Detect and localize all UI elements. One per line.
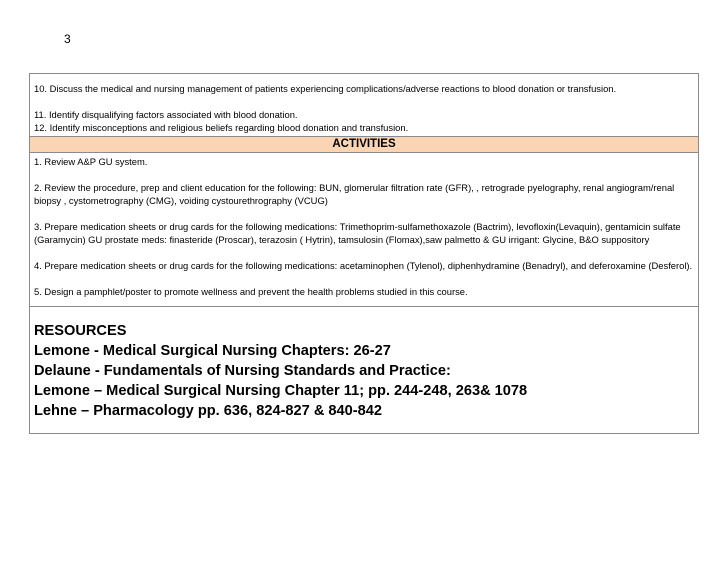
resources-cell (30, 307, 698, 433)
resource-lemone-chapters: Lemone - Medical Surgical Nursing Chapters: 26-27 (34, 343, 391, 359)
page-number: 3 (64, 32, 71, 46)
objective-12: 12. Identify misconceptions and religious beliefs regarding blood donation and transfusion. (34, 122, 409, 133)
resource-lemone-chapter-11: Lemone – Medical Surgical Nursing Chapter 11; pp. 244-248, 263& 1078 (34, 383, 528, 399)
objectives-cell (30, 74, 698, 137)
activity-3: 3. Prepare medication sheets or drug cards for the following medications: Trimethoprim-sulfamethoxazole (Bactrim), levofloxin(Levaquin), gentamicin sulfate (Garamycin) GU prostate meds: finasteride (Proscar), terazosin ( Hytrin), tamsulosin (Flomax),saw palmetto & GU irrigant: Glycine, B&O suppository (34, 221, 681, 245)
activity-2: 2. Review the procedure, prep and client education for the following: BUN, glomerular filtration rate (GFR), , retrograde pyelography, renal angiogram/renal biopsy , cystometrography (CMG), voiding cystourethrography (VCUG) (34, 182, 675, 206)
activities-header: ACTIVITIES (30, 137, 698, 153)
objective-11: 11. Identify disqualifying factors associated with blood donation. (34, 109, 298, 120)
resources-header: RESOURCES (34, 323, 127, 339)
resource-delaune: Delaune - Fundamentals of Nursing Standards and Practice: (34, 363, 451, 379)
activities-cell (30, 153, 698, 307)
objective-10: 10. Discuss the medical and nursing management of patients experiencing complications/adverse reactions to blood donation or transfusion. (34, 83, 617, 94)
resource-lehne: Lehne – Pharmacology pp. 636, 824-827 & 840-842 (34, 403, 382, 419)
activity-1: 1. Review A&P GU system. (34, 156, 148, 167)
activity-4: 4. Prepare medication sheets or drug cards for the following medications: acetaminophen (Tylenol), diphenhydramine (Benadryl), and deferoxamine (Desferol). (34, 260, 693, 271)
activity-5: 5. Design a pamphlet/poster to promote wellness and prevent the health problems studied in this course. (34, 286, 468, 297)
content-table (29, 73, 699, 434)
